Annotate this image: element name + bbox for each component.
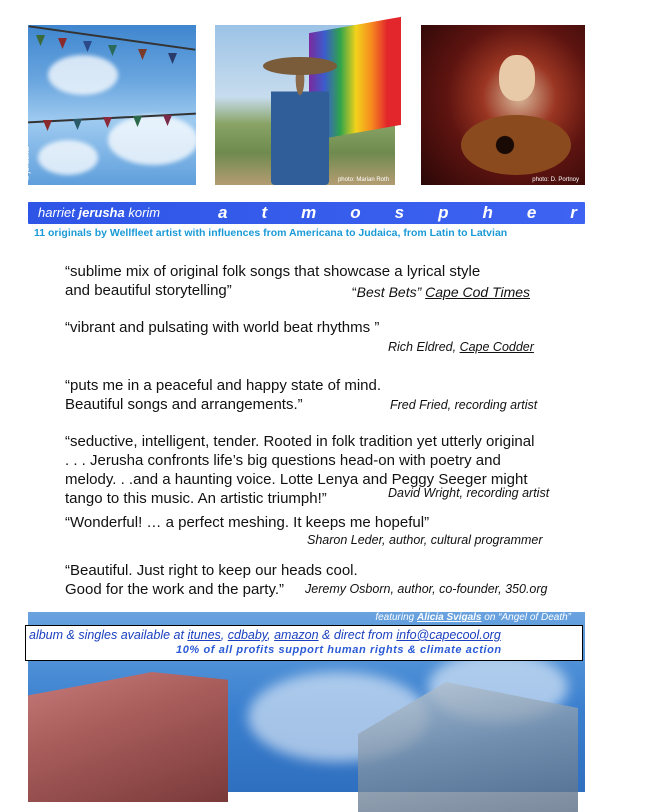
quote-line: “Wonderful! … a perfect meshing. It keeps me hopeful” [65,514,430,531]
quote-line: “sublime mix of original folk songs that showcase a lyrical style [65,263,481,280]
separator: , [267,628,275,642]
availability-middle: & direct from [318,628,397,642]
attribution-jeremy-osborn: Jeremy Osborn, author, co-founder, 350.org [305,582,548,596]
quote-line: and beautiful storytelling” [65,282,232,299]
availability-line [29,628,501,642]
pennant [83,41,92,52]
artist-first-name: harriet [38,205,75,220]
pennant [168,53,177,64]
guitar-icon [461,115,571,175]
quote-line: “seductive, intelligent, tender. Rooted in folk tradition yet utterly original [65,433,535,450]
person-figure [271,65,329,185]
publication-name: Cape Cod Times [425,284,531,300]
pennant [36,35,45,46]
peace-flag-photo [215,25,395,185]
attribution-david-wright: David Wright, recording artist [388,486,550,500]
photo-credit-roth: photo: Marian Roth [337,177,389,183]
profits-statement: 10% of all profits support human rights & climate action [176,644,502,656]
quote-line: “vibrant and pulsating with world beat rhythms ” [65,319,380,336]
quote-line: melody. . .and a haunting voice. Lotte Lenya and Peggy Seeger might [65,471,528,488]
quote-fred-fried [65,376,381,414]
quote-line: tango to this music. An artistic triumph!” [65,490,327,507]
artist-last-name: korim [128,205,161,220]
availability-box [25,625,583,661]
featured-artist: Alicia Svigals [417,612,482,623]
attribution-label: Best Bets” [356,284,426,300]
album-title: atmosphere [218,203,654,222]
cloud [48,55,118,95]
publication-name: Cape Codder [459,340,534,354]
attribution-author: Rich Eldred, [388,340,460,354]
attribution-fred-fried: Fred Fried, recording artist [390,398,538,412]
pennant [58,38,67,49]
quote-line: . . . Jerusha confronts life’s big questions head-on with poetry and [65,452,501,469]
availability-prefix: album & singles available at [29,628,188,642]
quote-line: Beautiful songs and arrangements.” [65,396,303,413]
artist-name [38,205,160,220]
pennant [73,119,82,130]
pennant [103,117,112,128]
email-link[interactable]: info@capecool.org [396,628,501,642]
cdbaby-link[interactable]: cdbaby [227,628,268,642]
featured-song: on “Angel of Death” [481,612,571,623]
performer-photo [421,25,585,185]
quote-line: “Beautiful. Just right to keep our heads cool. [65,562,358,579]
pennant [43,120,52,131]
attribution-sharon-leder: Sharon Leder, author, cultural programmer [307,533,543,547]
title-banner [28,202,654,224]
red-wall [28,672,228,802]
singer-figure [499,55,535,101]
cloud [38,140,98,175]
photo-credit-portnoy: photo: D. Portnoy [532,177,579,183]
photo-credit-jerusha: © jerusha [22,146,31,181]
album-subtitle: 11 originals by Wellfleet artist with influences from Americana to Judaica, from Latin to Latvian [34,227,508,239]
featuring-prefix: featuring [375,612,418,623]
amazon-link[interactable]: amazon [274,628,319,642]
hat-icon [263,57,337,75]
featuring-credit [375,612,571,623]
quote-line: Good for the work and the party.” [65,581,285,598]
quote-cape-codder [65,318,379,337]
quote-line: “puts me in a peaceful and happy state of mind. [65,377,382,394]
pennant [108,45,117,56]
quote-sharon-leder [65,513,429,532]
attribution-rich-eldred [388,340,534,354]
cloud [108,115,198,165]
pennant [138,49,147,60]
artist-middle-name: jerusha [78,205,125,220]
itunes-link[interactable]: itunes [187,628,221,642]
separator: , [220,628,228,642]
prayer-flags-photo [22,25,196,185]
attribution-cape-cod-times [352,284,530,300]
attribution-quote-mark: “ [352,284,357,300]
